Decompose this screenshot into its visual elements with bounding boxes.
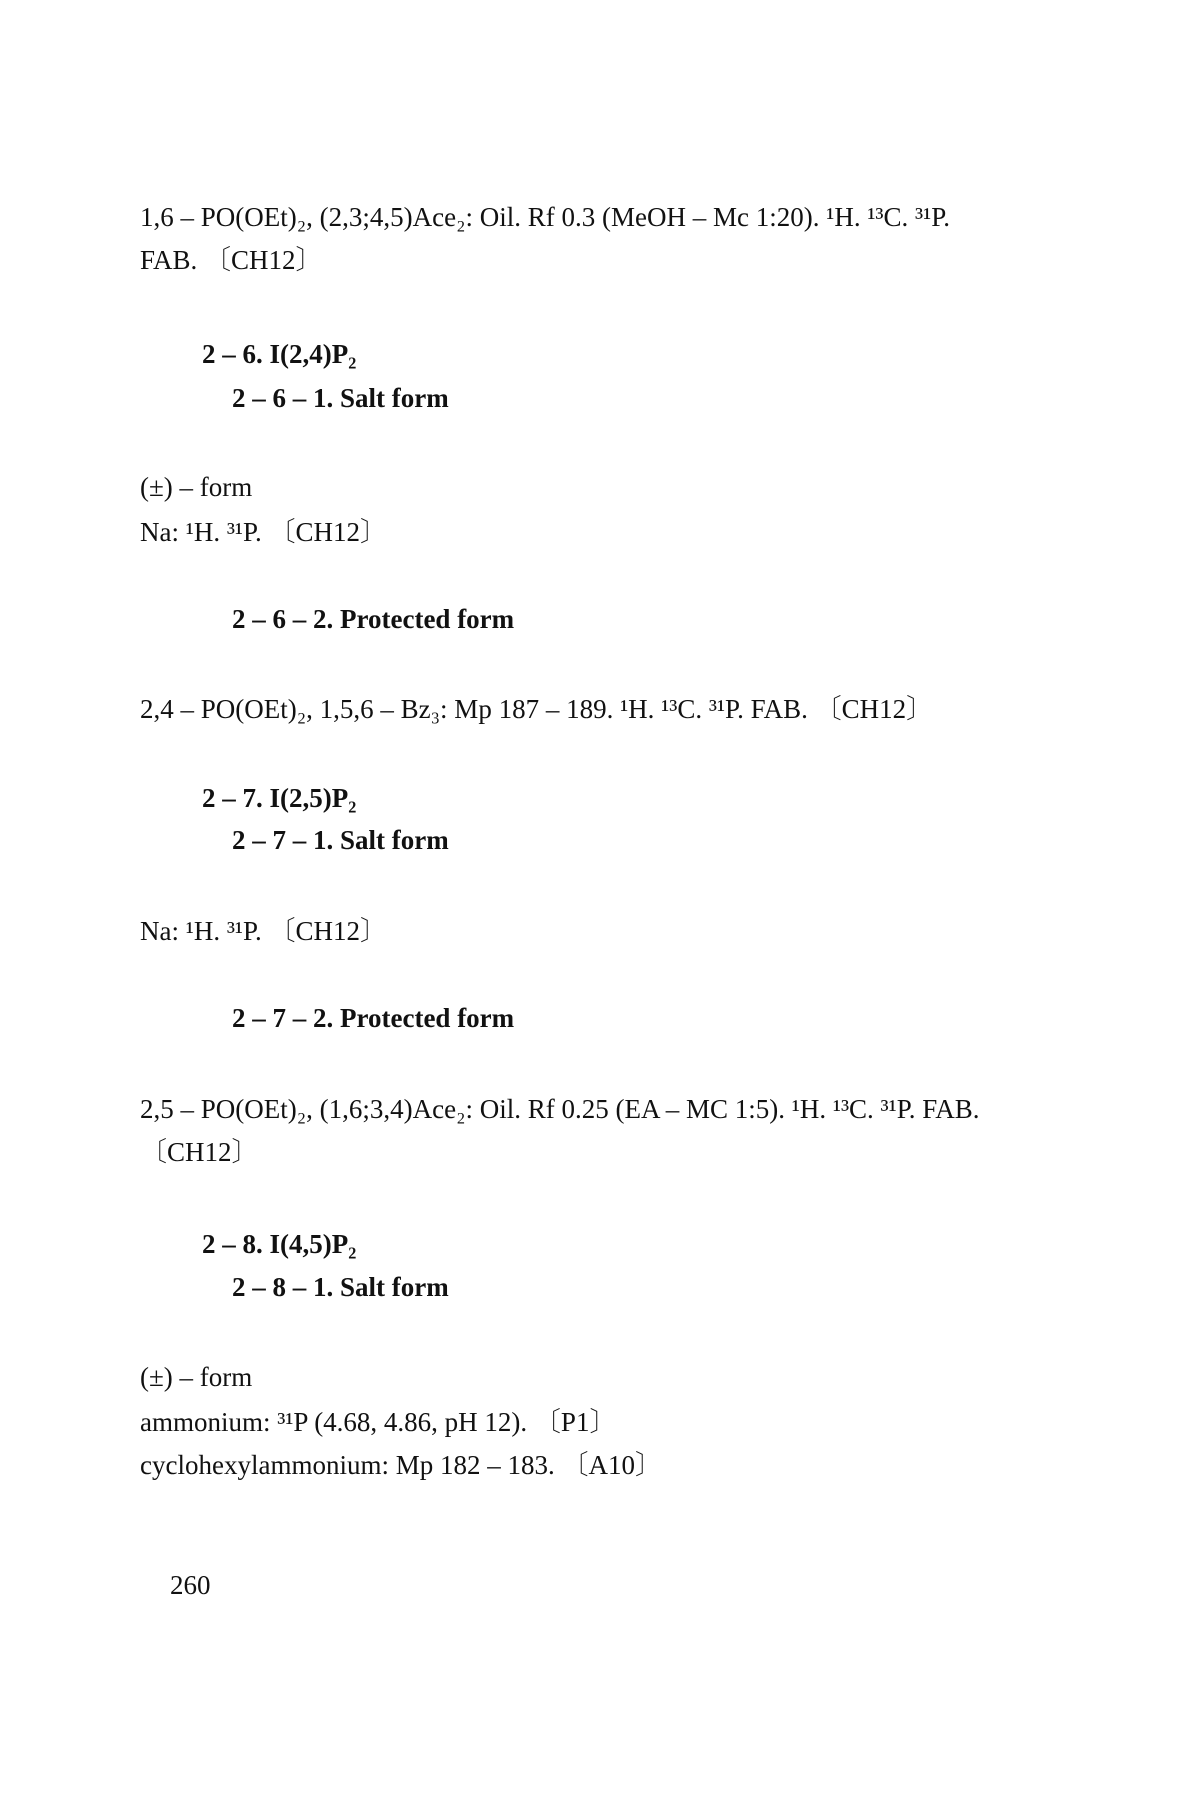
entry-text: FAB. 〔CH12〕	[140, 245, 323, 275]
entry-text: ammonium: ³¹P (4.68, 4.86, pH 12). 〔P1〕	[140, 1407, 617, 1437]
section-heading: 2 – 6. I(2,4)P₂	[202, 339, 357, 369]
entry-text: Na: ¹H. ³¹P. 〔CH12〕	[140, 916, 388, 946]
subsection-heading: 2 – 6 – 1. Salt form	[232, 383, 449, 413]
entry-text: Na: ¹H. ³¹P. 〔CH12〕	[140, 517, 388, 547]
entry-text: 〔CH12〕	[140, 1137, 259, 1167]
entry-text: 1,6 – PO(OEt)₂, (2,3;4,5)Ace₂: Oil. Rf 0.3 (MeOH – Mc 1:20). ¹H. ¹³C. ³¹P.	[140, 202, 950, 232]
subsection-heading: 2 – 7 – 2. Protected form	[232, 1003, 515, 1033]
page-number: 260	[170, 1570, 211, 1600]
entry-text: 2,4 – PO(OEt)₂, 1,5,6 – Bz₃: Mp 187 – 189. ¹H. ¹³C. ³¹P. FAB. 〔CH12〕	[140, 694, 934, 724]
entry-text: 2,5 – PO(OEt)₂, (1,6;3,4)Ace₂: Oil. Rf 0.25 (EA – MC 1:5). ¹H. ¹³C. ³¹P. FAB.	[140, 1094, 980, 1124]
entry-text: (±) – form	[140, 472, 253, 502]
entry-text: (±) – form	[140, 1362, 253, 1392]
subsection-heading: 2 – 7 – 1. Salt form	[232, 825, 449, 855]
subsection-heading: 2 – 8 – 1. Salt form	[232, 1272, 449, 1302]
section-heading: 2 – 8. I(4,5)P₂	[202, 1229, 357, 1259]
entry-text: cyclohexylammonium: Mp 182 – 183. 〔A10〕	[140, 1450, 662, 1480]
section-heading: 2 – 7. I(2,5)P₂	[202, 783, 357, 813]
subsection-heading: 2 – 6 – 2. Protected form	[232, 604, 515, 634]
